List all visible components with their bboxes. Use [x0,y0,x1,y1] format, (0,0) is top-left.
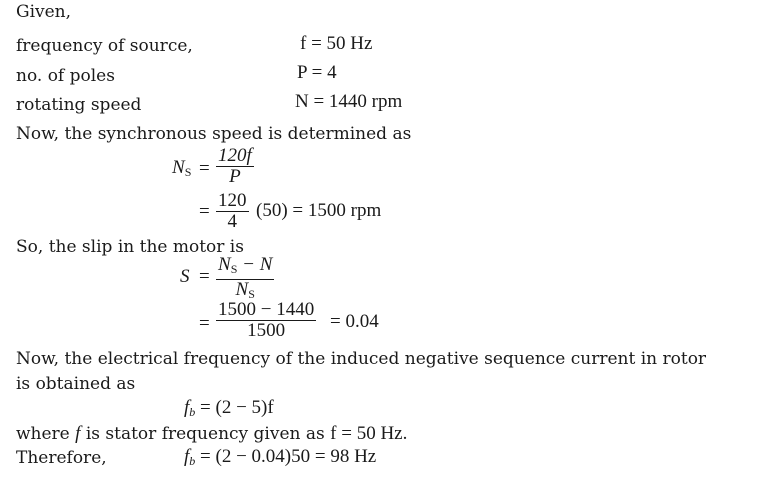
slip-equals-2: = [199,313,210,334]
poles-equation: P = 4 [297,62,337,83]
slip-denominator-2: 1500 [247,320,286,341]
sync-equals-2: = [199,201,210,222]
frequency-label: frequency of source, [16,36,193,56]
given-heading: Given, [16,2,72,22]
freq-equation: $f_b = (2 - 5)f$ [184,397,274,419]
slip-numerator: $N_S - N$ [216,255,274,280]
slip-numerator-2: 1500 − 1440 [218,299,315,320]
speed-equation: N = 1440 rpm [295,91,403,112]
sync-numerator: 120f [218,145,252,166]
sync-fraction-2 [216,191,249,232]
therefore-label: Therefore, [16,448,107,468]
speed-label: rotating speed [16,95,142,115]
sync-result: (50) = 1500 rpm [256,200,382,221]
poles-label: no. of poles [16,66,115,86]
elec-freq-intro-line2: is obtained as [16,374,136,394]
sync-fraction [216,146,254,187]
slip-equals-1: = [199,266,210,287]
sync-lhs: $N_S$ [172,157,192,179]
where-line: where f is stator frequency given as f = 50 Hz. [16,423,408,444]
sync-denominator: P [229,166,241,187]
slip-fraction-2 [216,300,316,341]
final-equation: $f_b = (2 - 0.04)50 = 98$ Hz [184,446,377,468]
sync-speed-intro: Now, the synchronous speed is determined as [16,124,412,144]
slip-fraction [216,255,274,304]
frequency-equation: f = 50 Hz [300,33,373,54]
slip-lhs: S [180,266,190,287]
sync-denominator-2: 4 [227,211,237,232]
slip-intro: So, the slip in the motor is [16,237,244,257]
slip-result: = 0.04 [330,311,379,332]
elec-freq-intro-line1: Now, the electrical frequency of the induced negative sequence current in rotor [16,349,707,369]
sync-numerator-2: 120 [218,190,247,211]
slip-denominator: $N_S$ [235,279,255,301]
sync-equals-1: = [199,158,210,179]
